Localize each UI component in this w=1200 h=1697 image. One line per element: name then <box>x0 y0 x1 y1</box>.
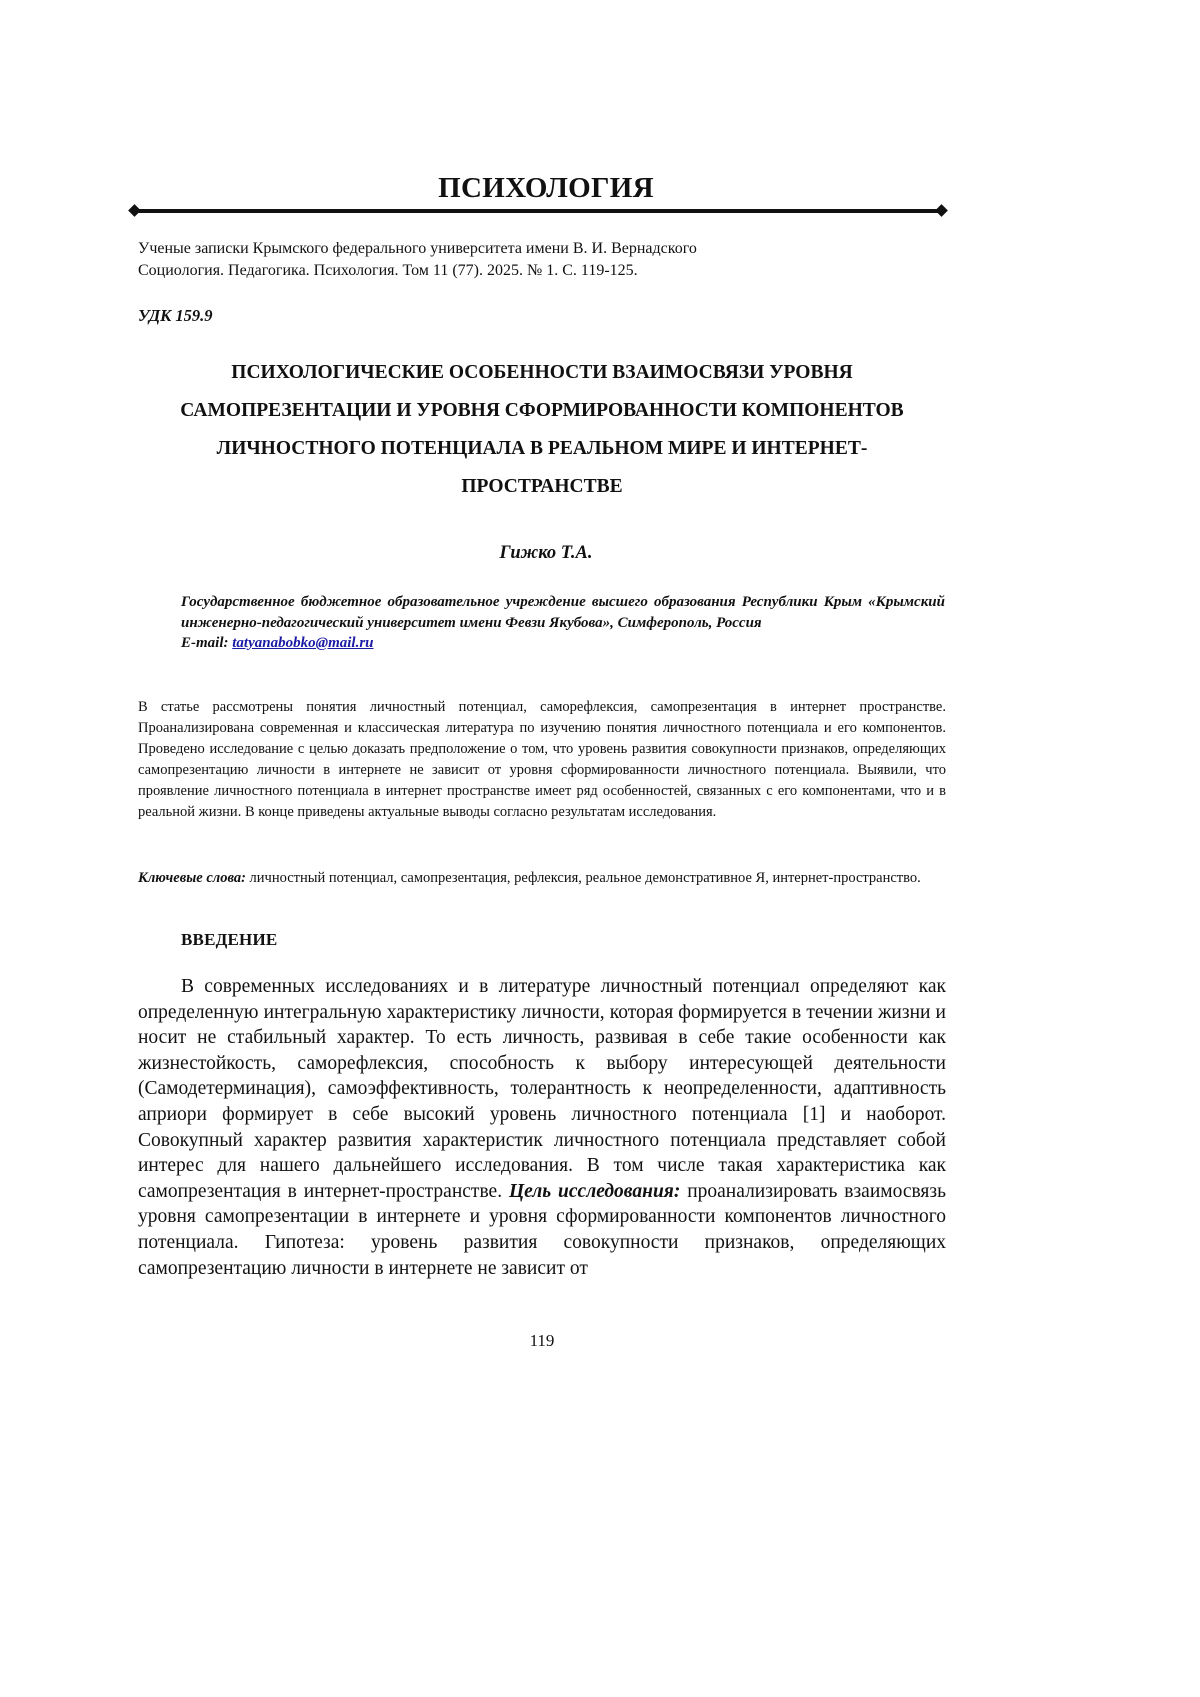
journal-line-2: Социология. Педагогика. Психология. Том 11 (77). 2025. № 1. С. 119-125. <box>138 260 946 282</box>
intro-text-part-2: проанализировать взаимосвязь уровня самопрезентации в интернете и уровня сформированности компонентов личностного потенциала. Гипотеза: уровень развития совокупности признаков, определяющих самопрезентацию личности в интернете не зависит от <box>138 1181 946 1279</box>
abstract: В статье рассмотрены понятия личностный потенциал, саморефлексия, самопрезентация в интернет пространстве. Проанализирована современная и классическая литература по изучению понятия личностного потенциала и его компонентов. Проведено исследование с целью доказать предположение о том, что уровень развития совокупности признаков, определяющих самопрезентацию личности в интернете не зависит от уровня сформированности личностного потенциала. Выявили, что проявление личностного потенциала в интернет пространстве имеет ряд особенностей, связанных с его компонентами, что и в реальной жизни. В конце приведены актуальные выводы согласно результатам исследования. <box>138 697 946 823</box>
affiliation-text: Государственное бюджетное образовательное учреждение высшего образования Республики Крым «Крымский инженерно-педагогический университет имени Февзи Якубова», Симферополь, Россия <box>181 594 945 631</box>
keywords <box>138 868 946 889</box>
journal-info <box>138 238 946 282</box>
udc-code: УДК 159.9 <box>138 306 946 326</box>
author-email-link[interactable]: tatyanabobko@mail.ru <box>232 635 373 651</box>
page-number: 119 <box>0 1331 1084 1351</box>
journal-line-1: Ученые записки Крымского федерального университета имени В. И. Вернадского <box>138 238 946 260</box>
keywords-text: личностный потенциал, самопрезентация, рефлексия, реальное демонстративное Я, интернет-пространство. <box>250 870 921 886</box>
intro-text-part-1: В современных исследованиях и в литературе личностный потенциал определяют как определенную интегральную характеристику личности, которая формируется в течении жизни и носит не стабильный характер. То есть личность, развивая в себе такие особенности как жизнестойкость, саморефлексия, способность к выбору интересующей деятельности (Самодетерминация), самоэффективность, толерантность к неопределенности, адаптивность априори формирует в себе высокий уровень личностного потенциала [1] и наоборот. Совокупный характер развития характеристик личностного потенциала представляет собой интерес для нашего дальнейшего исследования. В том числе такая характеристика как самопрезентация в интернет-пространстве. <box>138 976 946 1202</box>
author-affiliation <box>181 592 945 654</box>
intro-heading: ВВЕДЕНИЕ <box>181 930 277 950</box>
article-author: Гижко Т.А. <box>0 543 1092 564</box>
intro-paragraph <box>138 974 946 1281</box>
article-title: ПСИХОЛОГИЧЕСКИЕ ОСОБЕННОСТИ ВЗАИМОСВЯЗИ УРОВНЯ САМОПРЕЗЕНТАЦИИ И УРОВНЯ СФОРМИРОВАННОСТИ КОМПОНЕНТОВ ЛИЧНОСТНОГО ПОТЕНЦИАЛА В РЕАЛЬНОМ МИРЕ И ИНТЕРНЕТ-ПРОСТРАНСТВЕ <box>138 354 946 506</box>
heading-rule <box>134 209 942 213</box>
research-goal-label: Цель исследования: <box>509 1181 680 1202</box>
journal-page <box>0 0 1200 1697</box>
email-label: E-mail: <box>181 635 229 651</box>
keywords-label: Ключевые слова: <box>138 870 246 886</box>
rule-diamond-right <box>935 204 948 217</box>
section-heading: ПСИХОЛОГИЯ <box>0 172 1092 205</box>
